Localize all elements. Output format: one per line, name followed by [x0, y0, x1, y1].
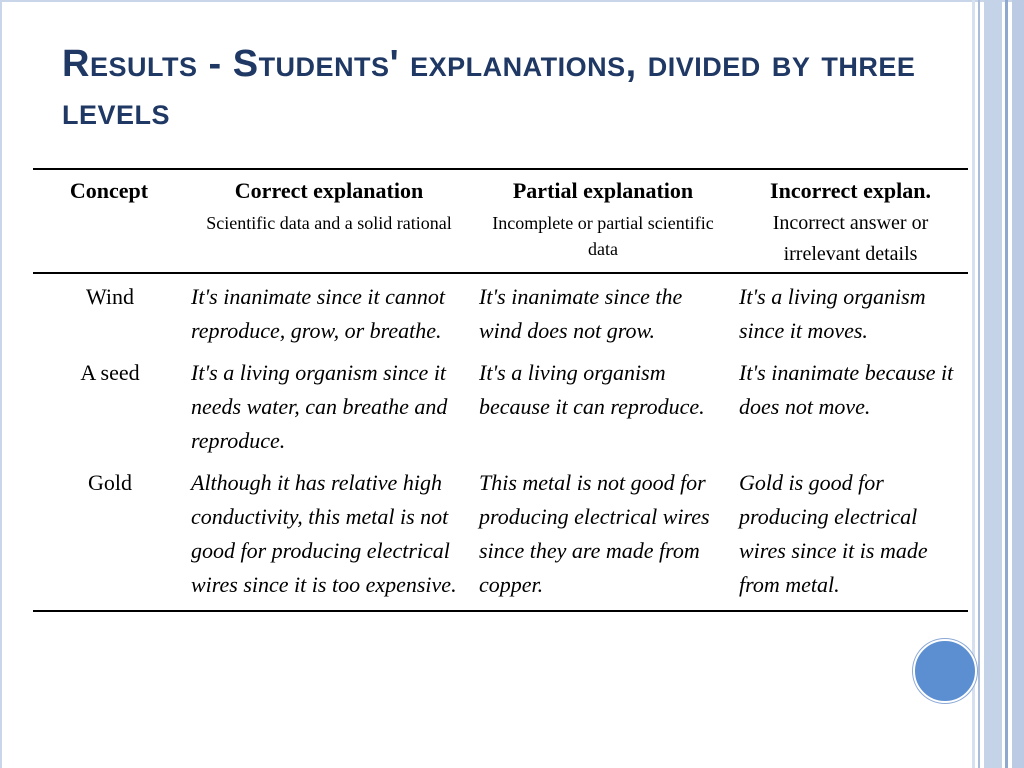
correct-cell: It's inanimate since it cannot reproduce, grow, or breathe.	[191, 284, 445, 343]
stripe	[978, 0, 980, 768]
left-border	[0, 0, 2, 768]
stripe	[1005, 0, 1008, 768]
header-partial-description: Incomplete or partial scientific data	[473, 208, 733, 273]
explanations-table	[33, 168, 968, 612]
incorrect-cell: Gold is good for producing electrical wires since it is made from metal.	[733, 460, 968, 611]
header-correct-description: Scientific data and a solid rational	[185, 208, 473, 273]
header-row	[33, 169, 968, 208]
table-row	[33, 350, 968, 460]
correct-cell: Although it has relative high conductivity, this metal is not good for producing electrical wires since it is too expensive.	[185, 460, 473, 611]
partial-cell: It's inanimate since the wind does not grow.	[479, 284, 683, 343]
table-row	[33, 460, 968, 611]
header-incorrect: Incorrect explan.	[733, 169, 968, 208]
decorative-circle	[913, 639, 977, 703]
slide-title: Results - Students' explanations, divided by three levels	[62, 43, 916, 133]
stripe	[984, 0, 1002, 768]
partial-cell: It's a living organism because it can reproduce.	[479, 360, 705, 419]
header-partial: Partial explanation	[473, 169, 733, 208]
partial-cell: This metal is not good for producing electrical wires since they are made from copper.	[473, 460, 733, 611]
incorrect-cell: It's inanimate because it does not move.	[739, 360, 954, 419]
decorative-stripes	[972, 0, 1024, 768]
concept-cell: Gold	[33, 460, 185, 611]
header-concept-description	[33, 208, 185, 273]
correct-cell: It's a living organism since it needs water, can breathe and reproduce.	[191, 360, 448, 453]
header-incorrect-description: Incorrect answer or irrelevant details	[733, 208, 968, 273]
incorrect-cell: It's a living organism since it moves.	[739, 284, 926, 343]
header-description-row	[33, 208, 968, 273]
table-row	[33, 273, 968, 350]
concept-cell: Wind	[86, 284, 134, 309]
header-concept: Concept	[33, 169, 185, 208]
stripe	[1012, 0, 1024, 768]
header-correct: Correct explanation	[185, 169, 473, 208]
concept-cell: A seed	[80, 360, 140, 385]
top-border	[0, 0, 1024, 2]
stripe	[972, 0, 975, 768]
